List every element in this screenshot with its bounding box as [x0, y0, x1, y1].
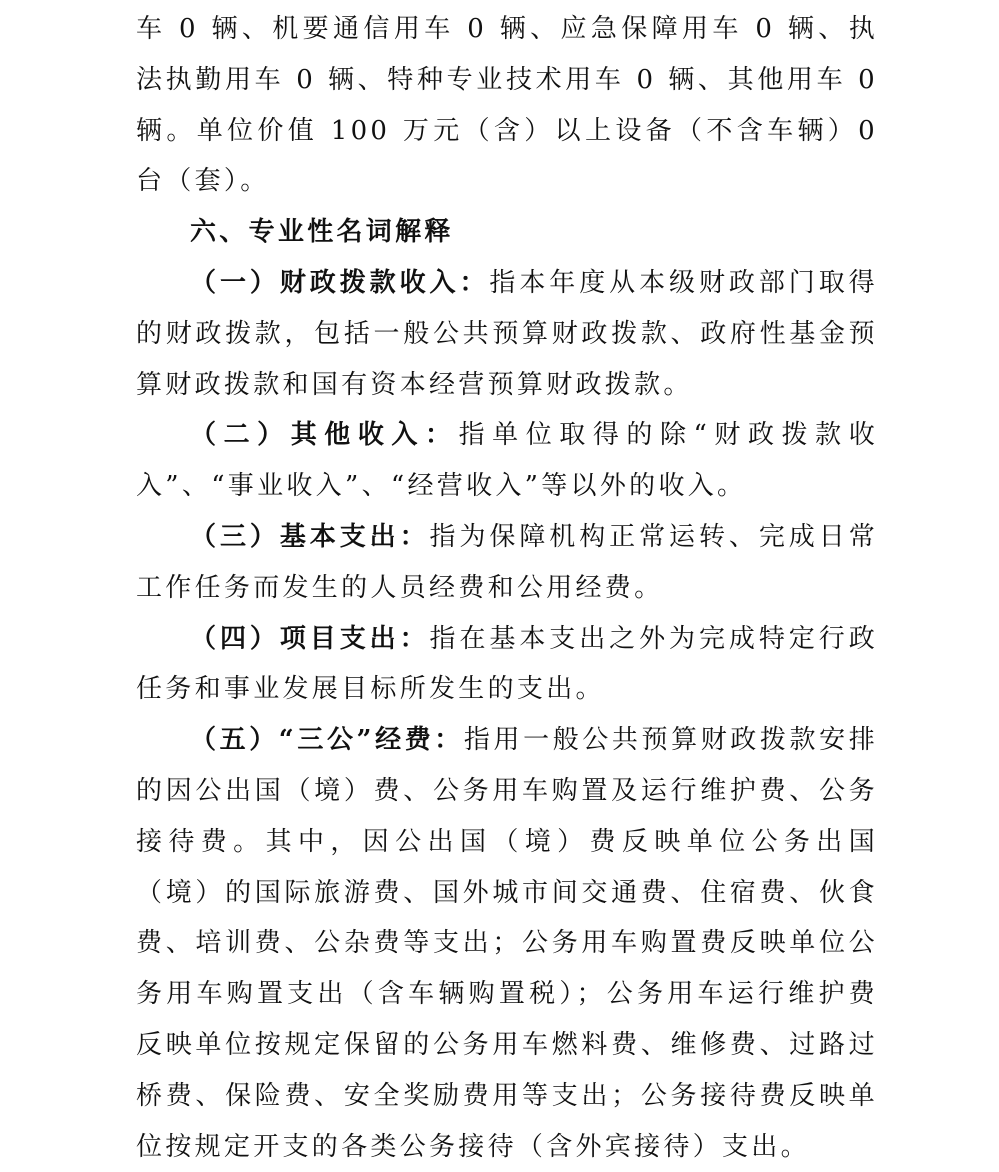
term-paragraph-5 — [136, 715, 878, 1172]
term-paragraph-3 — [136, 512, 878, 614]
term-paragraph-4 — [136, 614, 878, 716]
term-label-5: （五）“三公”经费： — [190, 725, 464, 756]
term-definition-1: 指本年度从本级财政部门取得的财政拨款，包括一般公共预算财政拨款、政府性基金预算财政拨款和国有资本经营预算财政拨款。 — [136, 267, 878, 400]
term-definition-4: 指在基本支出之外为完成特定行政任务和事业发展目标所发生的支出。 — [136, 623, 878, 705]
term-definition-2: 指单位取得的除“财政拨款收入”、“事业收入”、“经营收入”等以外的收入。 — [136, 420, 878, 502]
intro-paragraph: 车 0 辆、机要通信用车 0 辆、应急保障用车 0 辆、执法执勤用车 0 辆、特种专业技术用车 0 辆、其他用车 0 辆。单位价值 100 万元（含）以上设备（不含车辆）0 台（套）。 — [136, 14, 878, 197]
term-label-2: （二）其他收入： — [190, 420, 459, 451]
section-heading: 六、专业性名词解释 — [190, 217, 454, 248]
term-label-4: （四）项目支出： — [190, 623, 430, 654]
term-label-3: （三）基本支出： — [190, 521, 430, 552]
term-definition-5: 指用一般公共预算财政拨款安排的因公出国（境）费、公务用车购置及运行维护费、公务接待费。其中，因公出国（境）费反映单位公务出国（境）的国际旅游费、国外城市间交通费、住宿费、伙食费、培训费、公杂费等支出；公务用车购置费反映单位公务用车购置支出（含车辆购置税）；公务用车运行维护费反映单位按规定保留的公务用车燃料费、维修费、过路过桥费、保险费、安全奖励费用等支出；公务接待费反映单位按规定开支的各类公务接待（含外宾接待）支出。 — [136, 725, 878, 1162]
term-paragraph-2 — [136, 410, 878, 512]
term-paragraph-1 — [136, 258, 878, 410]
term-definition-3: 指为保障机构正常运转、完成日常工作任务而发生的人员经费和公用经费。 — [136, 521, 878, 603]
term-label-1: （一）财政拨款收入： — [190, 267, 490, 298]
